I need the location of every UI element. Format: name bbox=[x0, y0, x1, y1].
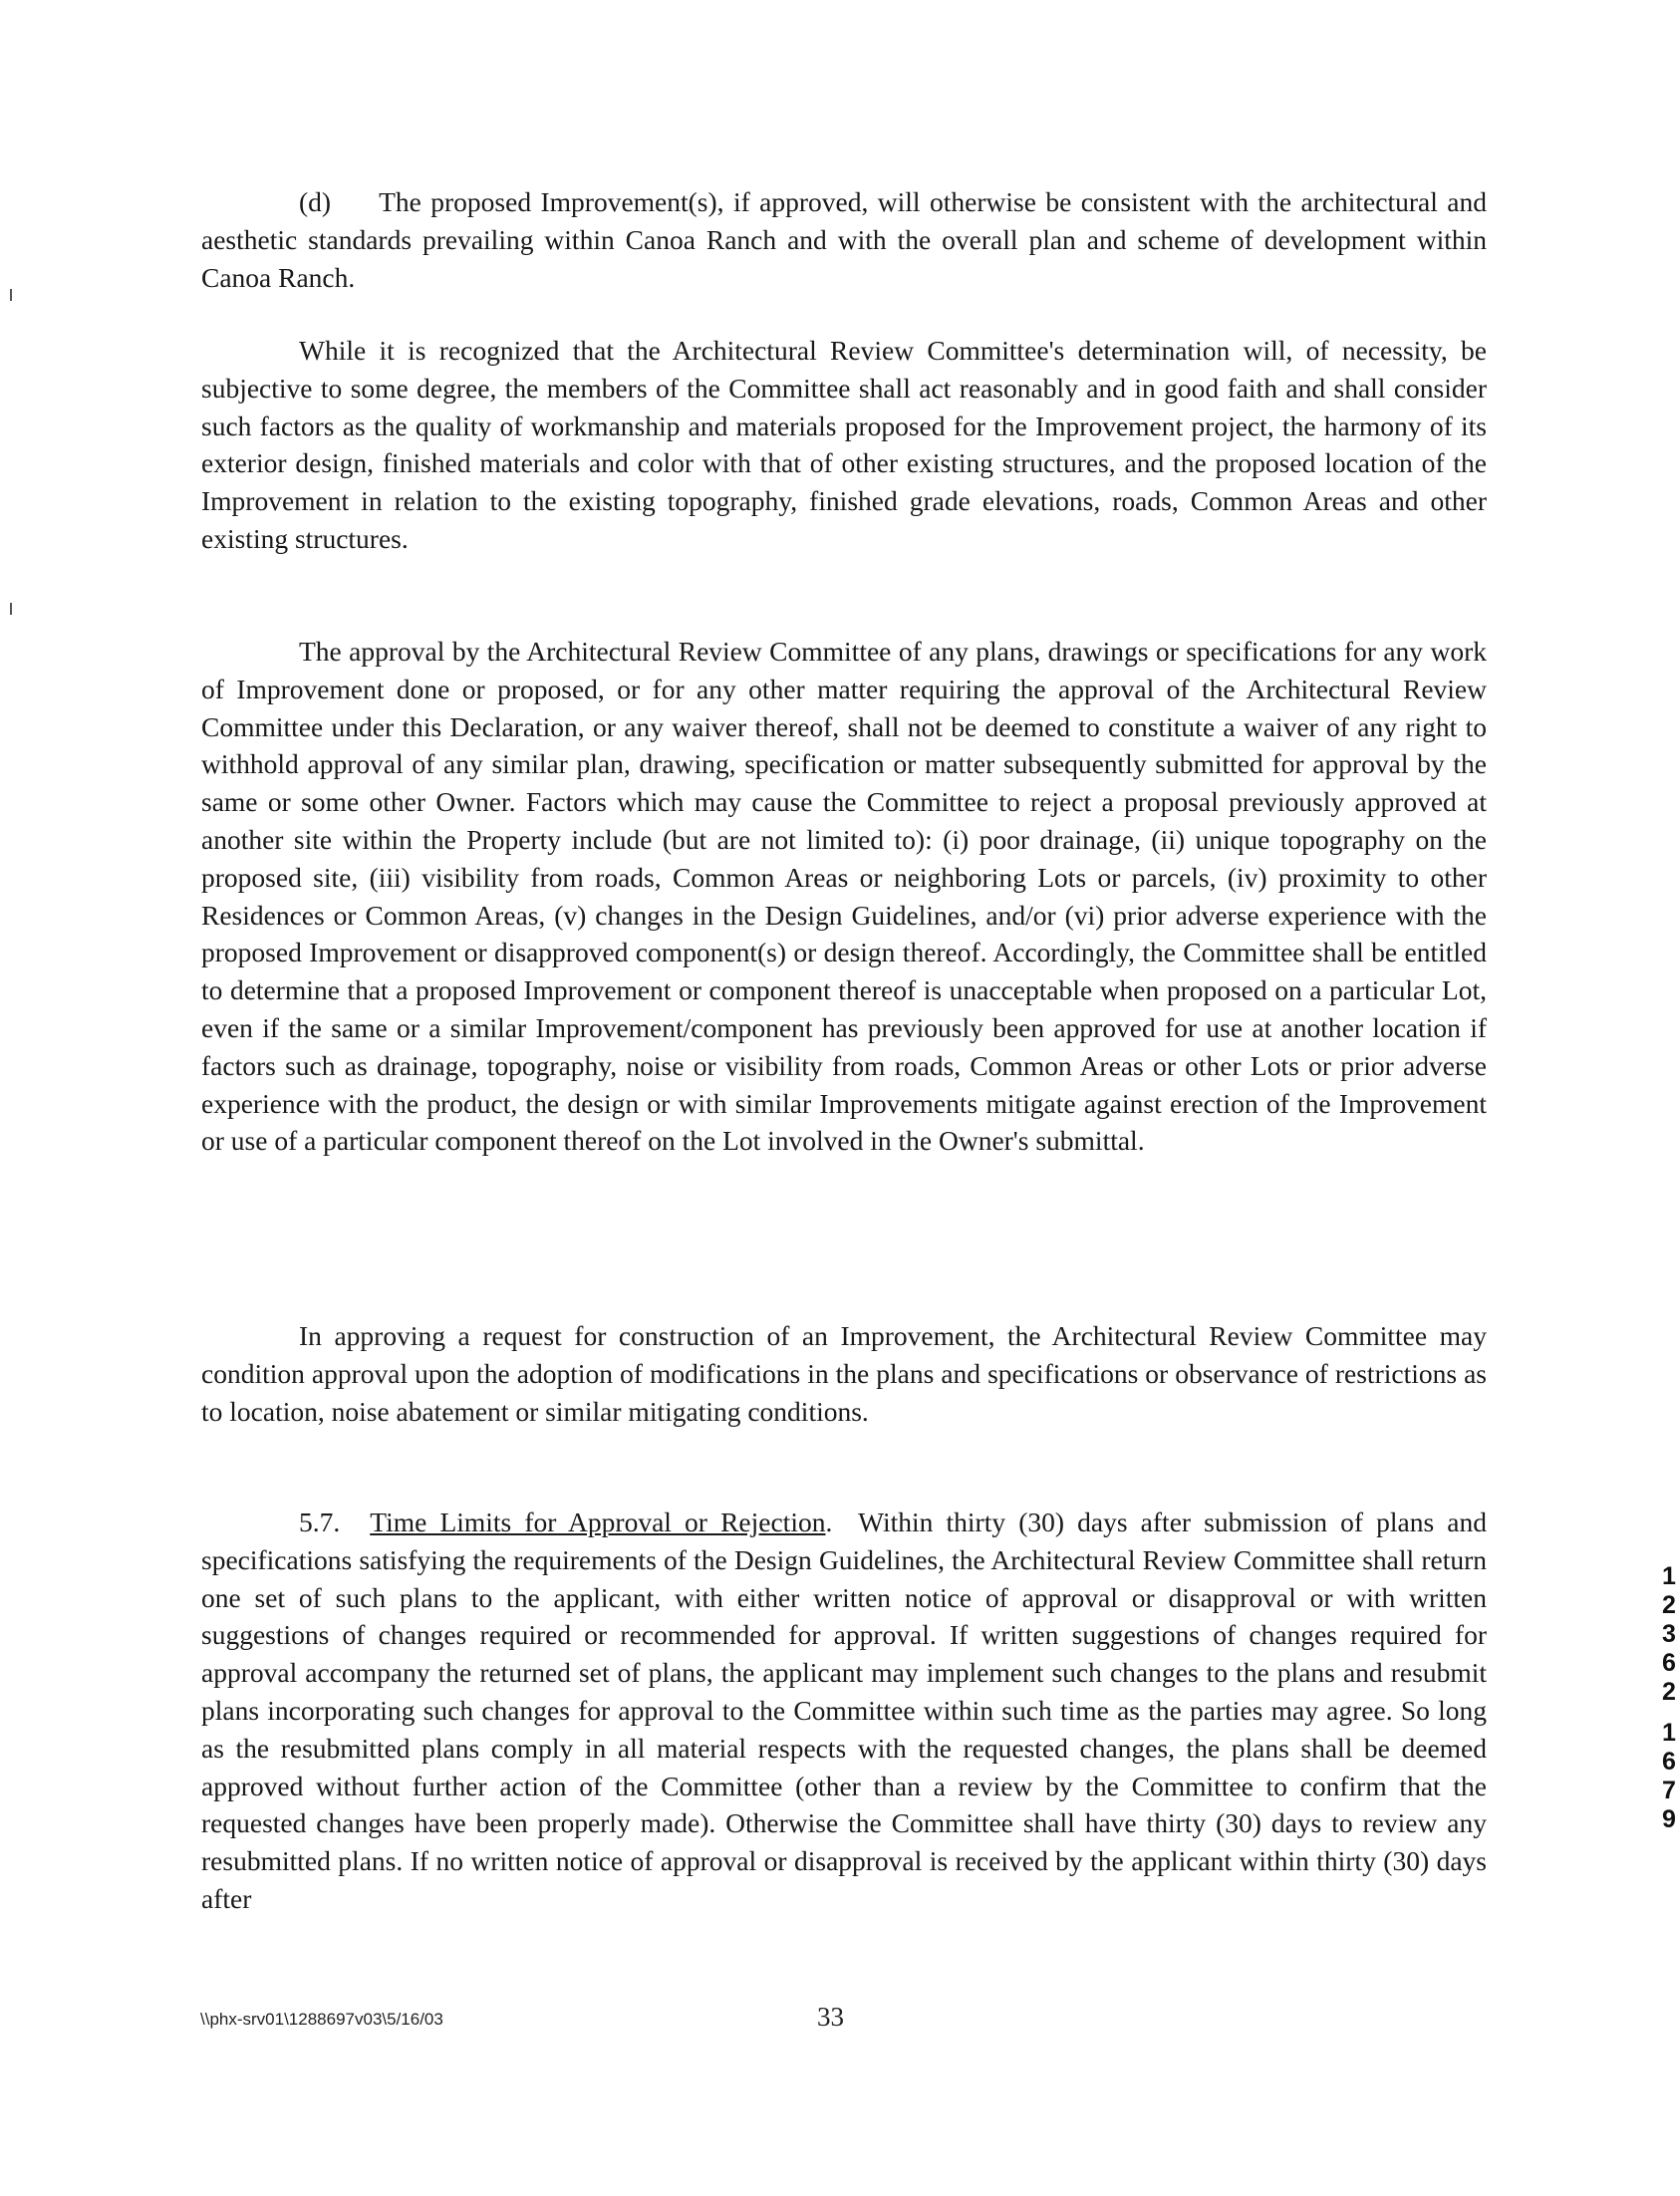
paragraph-text: In approving a request for construction of an Improvement, the Architectural Review Committee may condition approval upon the adoption of modifications in the plans and specifications or observance of restrictions as to location, noise abatement or similar mitigating conditions. bbox=[201, 1320, 1487, 1427]
stamp-digit: 1 bbox=[1662, 1719, 1676, 1747]
stamp-digit: 9 bbox=[1662, 1805, 1676, 1833]
section-heading: Time Limits for Approval or Rejection bbox=[370, 1507, 826, 1537]
stamp-digit: 2 bbox=[1662, 1678, 1676, 1706]
paragraph-approval-not-waiver bbox=[201, 633, 1487, 1160]
paragraph-text: While it is recognized that the Architectural Review Committee's determination will, of necessity, be subjective to some degree, the members of the Committee shall act reasonably and in good faith and shall consider such factors as the quality of workmanship and materials proposed for the Improvement project, the harmony of its exterior design, finished materials and color with that of other existing structures, and the proposed location of the Improvement in relation to the existing topography, finished grade elevations, roads, Common Areas and other existing structures. bbox=[201, 335, 1487, 554]
paragraph-subjective-determination bbox=[201, 332, 1487, 558]
stamp-digit: 3 bbox=[1662, 1620, 1676, 1648]
margin-tick-mark bbox=[10, 289, 12, 301]
footer-document-code: \\phx-srv01\1288697v03\5/16/03 bbox=[200, 2010, 443, 2029]
recording-stamp-digits bbox=[1658, 1719, 1680, 1834]
paragraph-d-text: The proposed Improvement(s), if approved, will otherwise be consistent with the architectural and aesthetic standards prevailing within Canoa Ranch and with the overall plan and scheme of development within Canoa Ranch. bbox=[201, 186, 1487, 293]
paragraph-text: The approval by the Architectural Review Committee of any plans, drawings or specifications for any work of Improvement done or proposed, or for any other matter requiring the approval of the Architectural Review Committee under this Declaration, or any waiver thereof, shall not be deemed to constitute a waiver of any right to withhold approval of any similar plan, drawing, specification or matter subsequently submitted for approval by the same or some other Owner. Factors which may cause the Committee to reject a proposal previously approved at another site within the Property include (but are not limited to): (i) poor drainage, (ii) unique topography on the proposed site, (iii) visibility from roads, Common Areas or neighboring Lots or parcels, (iv) proximity to other Residences or Common Areas, (v) changes in the Design Guidelines, and/or (vi) prior adverse experience with the proposed Improvement or disapproved component(s) or design thereof. Accordingly, the Committee shall be entitled to determine that a proposed Improvement or component thereof is unacceptable when proposed on a particular Lot, even if the same or a similar Improvement/component has previously been approved for use at another location if factors such as drainage, topography, noise or visibility from roads, Common Areas or other Lots or prior adverse experience with the product, the design or with similar Improvements mitigate against erection of the Improvement or use of a particular component thereof on the Lot involved in the Owner's submittal. bbox=[201, 636, 1487, 1157]
stamp-digit: 6 bbox=[1662, 1649, 1676, 1677]
section-heading-period: . bbox=[825, 1507, 833, 1537]
stamp-digit: 6 bbox=[1662, 1748, 1676, 1776]
stamp-digit: 2 bbox=[1662, 1591, 1676, 1619]
paragraph-d-label: (d) bbox=[299, 186, 332, 217]
margin-tick-mark bbox=[10, 603, 12, 615]
section-5-7 bbox=[201, 1504, 1487, 1918]
page-number: 33 bbox=[817, 2002, 844, 2032]
stamp-digit: 7 bbox=[1662, 1777, 1676, 1804]
section-number: 5.7. bbox=[299, 1507, 341, 1537]
paragraph-d bbox=[201, 183, 1487, 296]
recording-stamp-digits bbox=[1658, 1562, 1680, 1707]
stamp-digit: 1 bbox=[1662, 1562, 1676, 1590]
section-text: Within thirty (30) days after submission of plans and specifications satisfying the requirements of the Design Guidelines, the Architectural Review Committee shall return one set of such plans to the applicant, with either written notice of approval or disapproval or with written suggestions of changes required or recommended for approval. If written suggestions of changes required for approval accompany the returned set of plans, the applicant may implement such changes to the plans and resubmit plans incorporating such changes for approval to the Committee within such time as the parties may agree. So long as the resubmitted plans comply in all material respects with the requested changes, the plans shall be deemed approved without further action of the Committee (other than a review by the Committee to confirm that the requested changes have been properly made). Otherwise the Committee shall have thirty (30) days to review any resubmitted plans. If no written notice of approval or disapproval is received by the applicant within thirty (30) days after bbox=[201, 1507, 1487, 1914]
paragraph-conditional-approval bbox=[201, 1317, 1487, 1430]
